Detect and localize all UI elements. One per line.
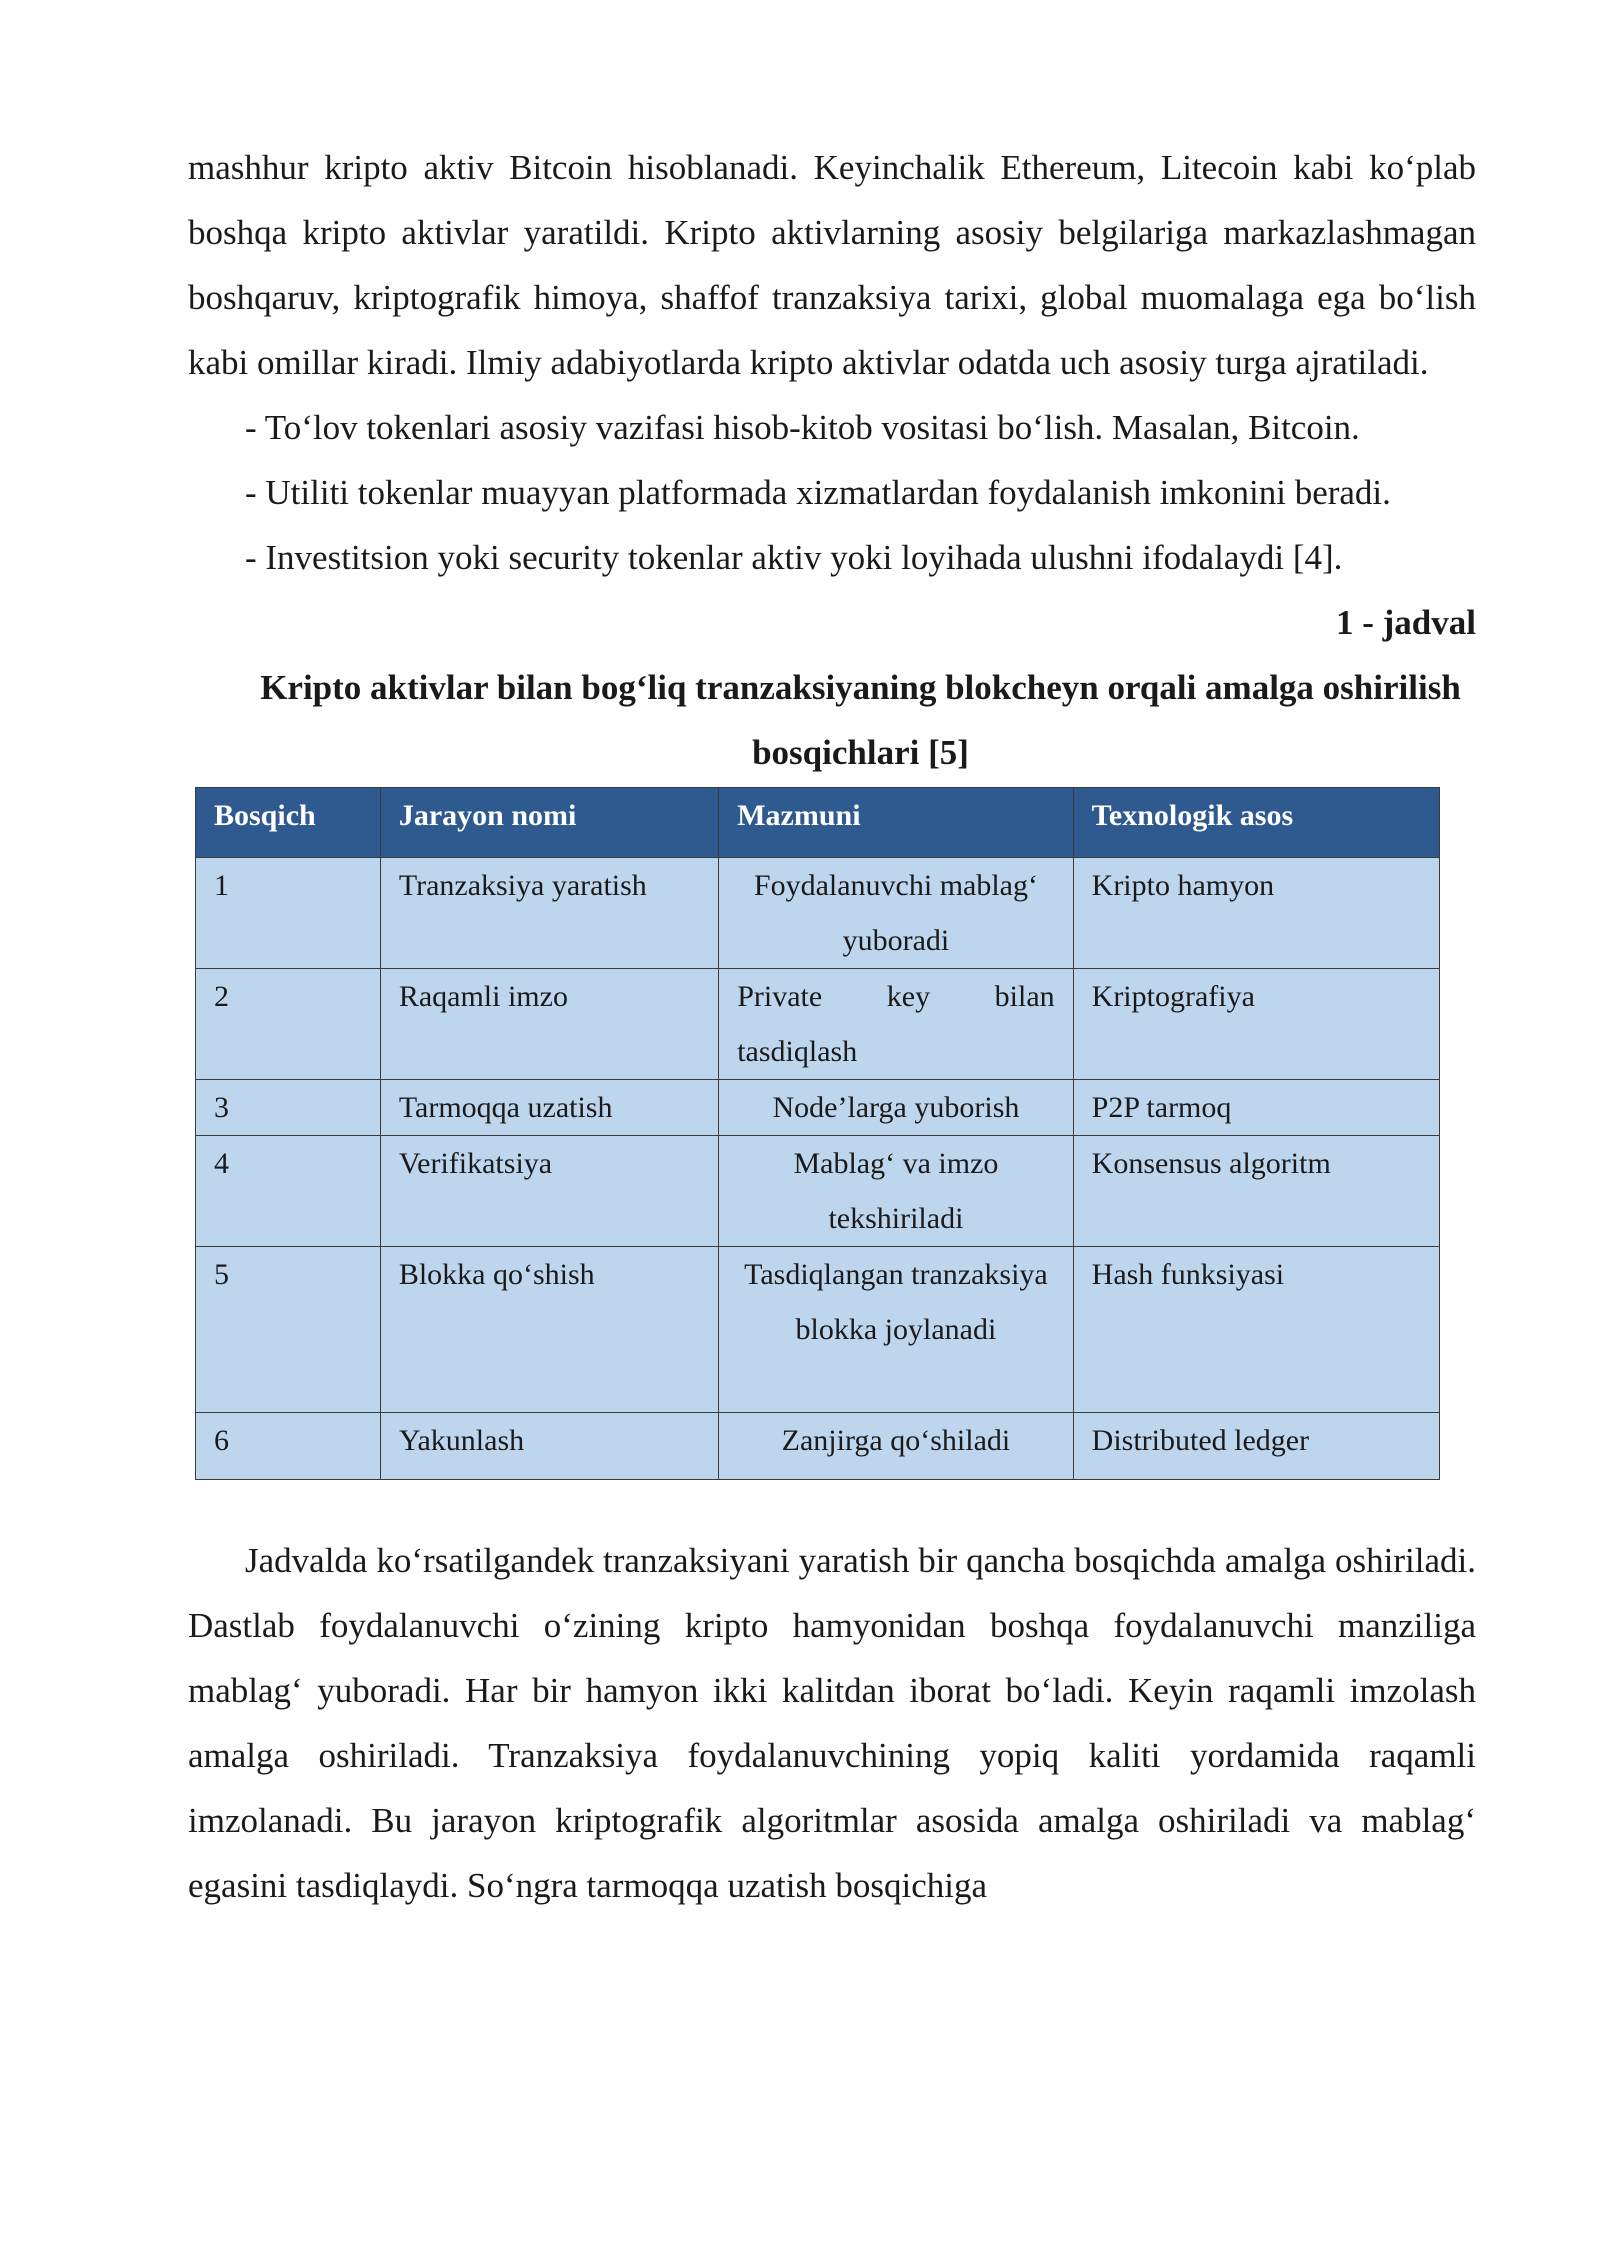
- cell-content: Tasdiqlangan tranzaksiya blokka joylanadi: [719, 1247, 1073, 1413]
- cell-technology: P2P tarmoq: [1073, 1080, 1439, 1136]
- closing-paragraph: Jadvalda ko‘rsatilgandek tranzaksiyani yaratish bir qancha bosqichda amalga oshiriladi. Dastlab foydalanuvchi o‘zining kripto hamyonidan boshqa foydalanuvchi manziliga mablag‘ yuboradi. Har bir hamyon ikki kalitdan iborat bo‘ladi. Keyin raqamli imzolash amalga oshiriladi. Tranzaksiya foydalanuvchining yopiq kaliti yordamida raqamli imzolanadi. Bu jarayon kriptografik algoritmlar asosida amalga oshiriladi va mablag‘ egasini tasdiqlaydi. So‘ngra tarmoqqa uzatish bosqichiga: [188, 1541, 1476, 1905]
- table-row: [196, 1080, 1440, 1136]
- table-row: [196, 858, 1440, 969]
- cell-stage: 5: [196, 1247, 381, 1413]
- table-caption: Kripto aktivlar bilan bog‘liq tranzaksiyaning blokcheyn orqali amalga oshirilish bosqichlari [5]: [260, 668, 1461, 772]
- bullet-security-tokens: - Investitsion yoki security tokenlar aktiv yoki loyihada ulushni ifodalaydi [4].: [245, 538, 1343, 577]
- cell-process-name: Raqamli imzo: [380, 969, 718, 1080]
- cell-technology: Konsensus algoritm: [1073, 1136, 1439, 1247]
- transaction-stages-table: [195, 787, 1440, 1480]
- header-technology: Texnologik asos: [1073, 788, 1439, 858]
- cell-process-name: Blokka qo‘shish: [380, 1247, 718, 1413]
- cell-technology: Distributed ledger: [1073, 1413, 1439, 1480]
- cell-content: Mablag‘ va imzo tekshiriladi: [719, 1136, 1073, 1247]
- table-header-row: [196, 788, 1440, 858]
- cell-stage: 1: [196, 858, 381, 969]
- cell-content: Foydalanuvchi mablag‘ yuboradi: [719, 858, 1073, 969]
- cell-content: Node’larga yuborish: [719, 1080, 1073, 1136]
- bullet-utility-tokens: - Utiliti tokenlar muayyan platformada xizmatlardan foydalanish imkonini beradi.: [245, 473, 1391, 512]
- cell-process-name: Tarmoqqa uzatish: [380, 1080, 718, 1136]
- cell-technology: Kriptografiya: [1073, 969, 1439, 1080]
- header-stage: Bosqich: [196, 788, 381, 858]
- bullet-payment-tokens: - To‘lov tokenlari asosiy vazifasi hisob-kitob vositasi bo‘lish. Masalan, Bitcoin.: [245, 408, 1360, 447]
- cell-stage: 2: [196, 969, 381, 1080]
- cell-technology: Kripto hamyon: [1073, 858, 1439, 969]
- document-page: [188, 135, 1476, 1918]
- cell-stage: 3: [196, 1080, 381, 1136]
- table-row: [196, 1136, 1440, 1247]
- cell-content: Zanjirga qo‘shiladi: [719, 1413, 1073, 1480]
- cell-process-name: Verifikatsiya: [380, 1136, 718, 1247]
- table-label: 1 - jadval: [1336, 603, 1476, 642]
- cell-stage: 4: [196, 1136, 381, 1247]
- header-content: Mazmuni: [719, 788, 1073, 858]
- cell-stage: 6: [196, 1413, 381, 1480]
- cell-content: Private key bilan tasdiqlash: [719, 969, 1073, 1080]
- table-row: [196, 969, 1440, 1080]
- cell-technology: Hash funksiyasi: [1073, 1247, 1439, 1413]
- cell-process-name: Yakunlash: [380, 1413, 718, 1480]
- header-process-name: Jarayon nomi: [380, 788, 718, 858]
- cell-process-name: Tranzaksiya yaratish: [380, 858, 718, 969]
- table-row: [196, 1247, 1440, 1413]
- intro-paragraph: mashhur kripto aktiv Bitcoin hisoblanadi. Keyinchalik Ethereum, Litecoin kabi ko‘plab boshqa kripto aktivlar yaratildi. Kripto aktivlarning asosiy belgilariga markazlashmagan boshqaruv, kriptografik himoya, shaffof tranzaksiya tarixi, global muomalaga ega bo‘lish kabi omillar kiradi. Ilmiy adabiyotlarda kripto aktivlar odatda uch asosiy turga ajratiladi.: [188, 148, 1476, 382]
- table-row: [196, 1413, 1440, 1480]
